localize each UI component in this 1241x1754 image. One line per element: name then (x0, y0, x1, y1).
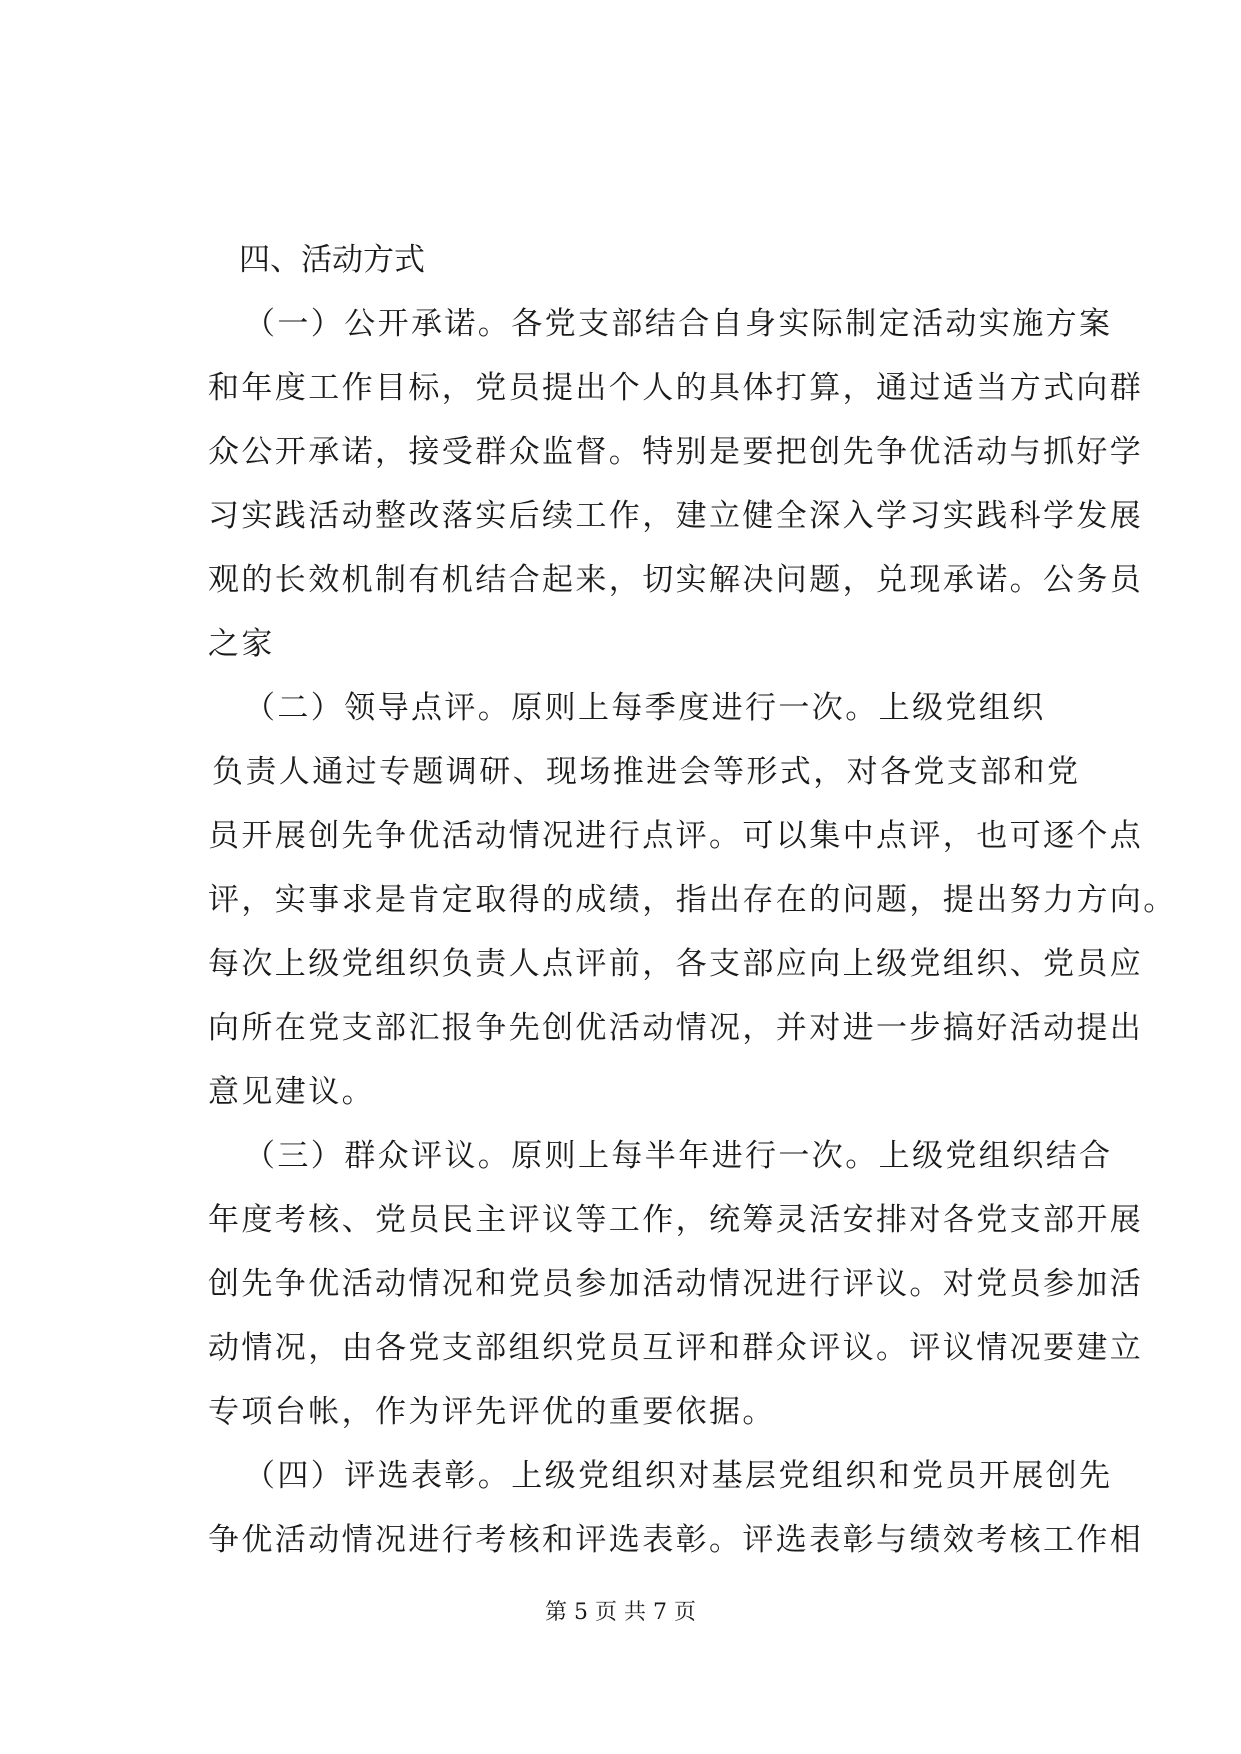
page-footer: 第 5 页 共 7 页 (545, 1600, 696, 1625)
document-body (208, 228, 1177, 1572)
paragraph-line: （四）评选表彰。上级党组织对基层党组织和党员开展创先 (244, 1458, 1113, 1494)
paragraph-line: 意见建议。 (208, 1074, 375, 1110)
paragraph-line: 专项台帐，作为评先评优的重要依据。 (208, 1394, 776, 1430)
paragraph-line: 之家 (208, 626, 275, 662)
section-heading: 四、活动方式 (239, 242, 425, 278)
paragraph-line: 习实践活动整改落实后续工作，建立健全深入学习实践科学发展 (208, 498, 1144, 534)
paragraph-line: 员开展创先争优活动情况进行点评。可以集中点评，也可逐个点 (208, 818, 1144, 854)
paragraph-line: （三）群众评议。原则上每半年进行一次。上级党组织结合 (244, 1138, 1113, 1174)
paragraph-line: （一）公开承诺。各党支部结合自身实际制定活动实施方案 (244, 306, 1113, 342)
paragraph-line: 向所在党支部汇报争先创优活动情况，并对进一步搞好活动提出 (208, 1010, 1144, 1046)
paragraph-line: 动情况，由各党支部组织党员互评和群众评议。评议情况要建立 (208, 1330, 1144, 1366)
paragraph-line: 和年度工作目标，党员提出个人的具体打算，通过适当方式向群 (208, 370, 1144, 406)
paragraph-line: 每次上级党组织负责人点评前，各支部应向上级党组织、党员应 (208, 946, 1144, 982)
paragraph-line: 评，实事求是肯定取得的成绩，指出存在的问题，提出努力方向。 (208, 882, 1177, 918)
paragraph-line: 观的长效机制有机结合起来，切实解决问题，兑现承诺。公务员 (208, 562, 1144, 598)
paragraph-line: （二）领导点评。原则上每季度进行一次。上级党组织 (244, 690, 1046, 726)
paragraph-line: 创先争优活动情况和党员参加活动情况进行评议。对党员参加活 (208, 1266, 1144, 1302)
paragraph-line: 负责人通过专题调研、现场推进会等形式，对各党支部和党 (212, 754, 1081, 790)
paragraph-line: 争优活动情况进行考核和评选表彰。评选表彰与绩效考核工作相 (208, 1522, 1144, 1558)
paragraph-line: 众公开承诺，接受群众监督。特别是要把创先争优活动与抓好学 (208, 434, 1144, 470)
paragraph-line: 年度考核、党员民主评议等工作，统筹灵活安排对各党支部开展 (208, 1202, 1144, 1238)
